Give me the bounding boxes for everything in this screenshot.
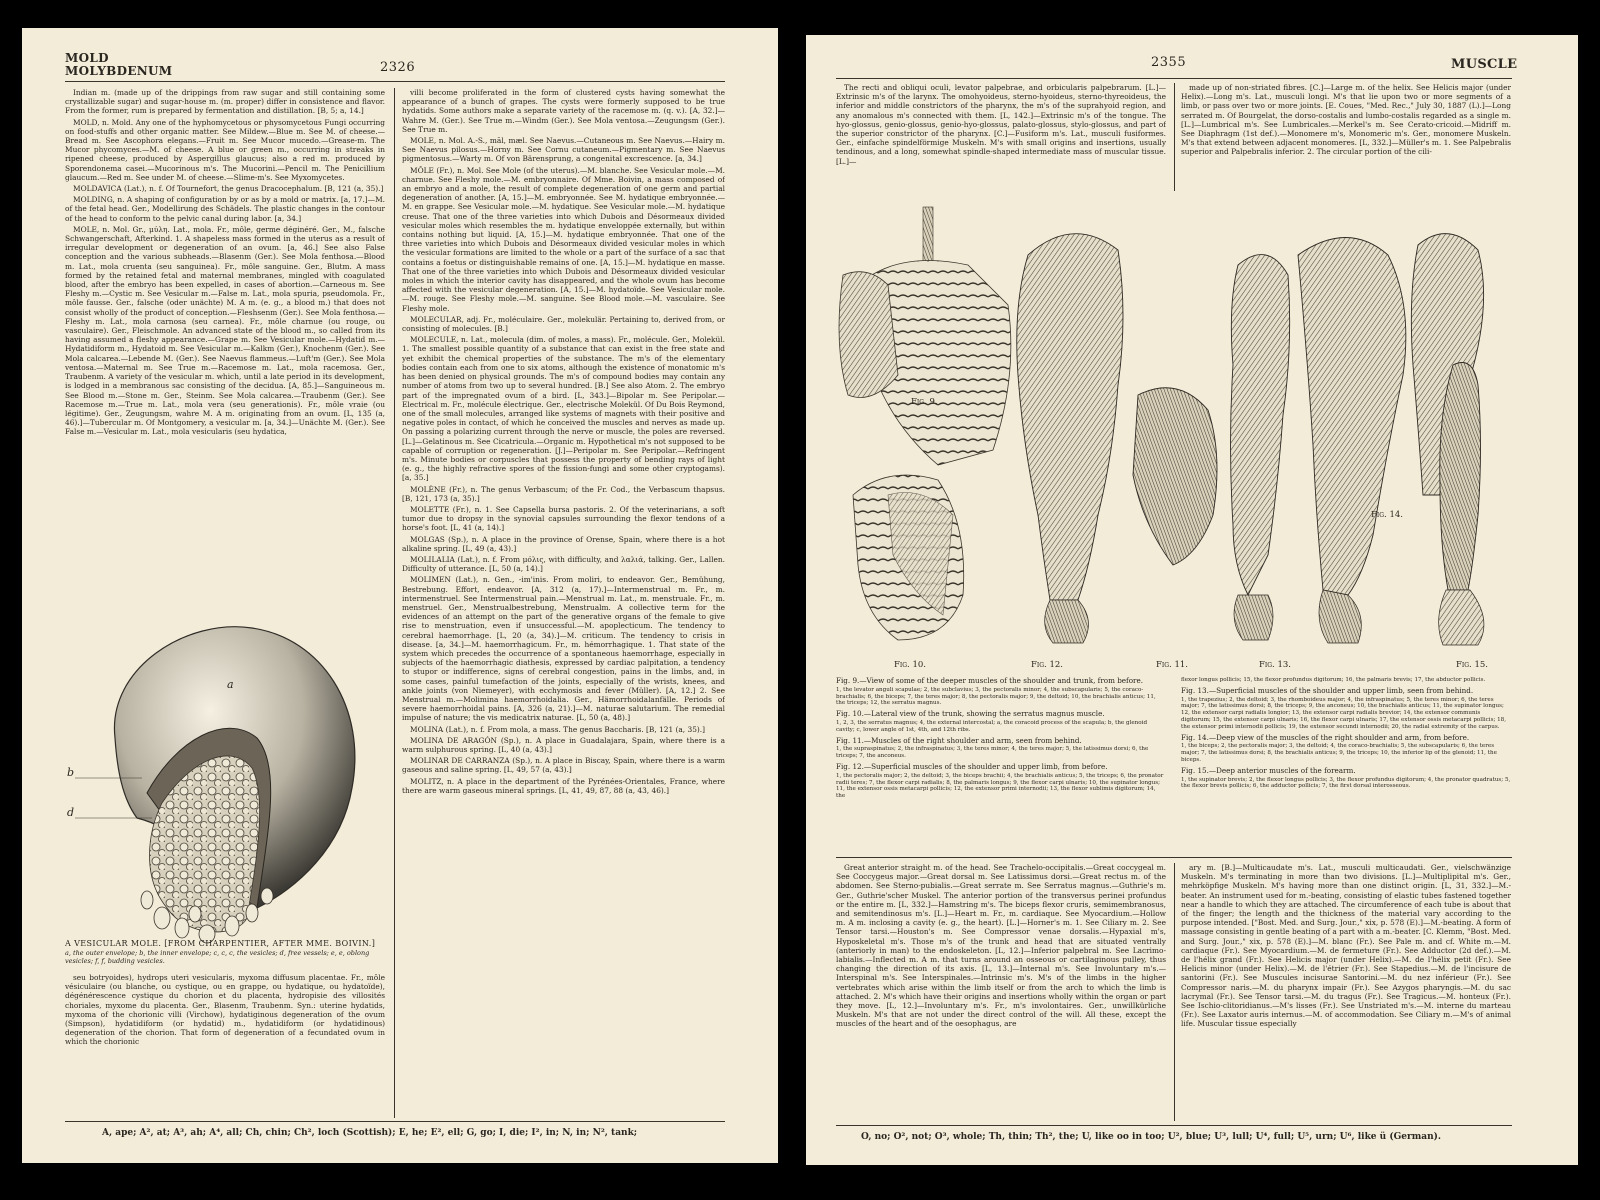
muscle-anatomy-plates — [828, 195, 1528, 647]
right-bottom-column-1 — [836, 863, 1166, 1121]
dictionary-entry: MOLE, n. Mol. Gr., μύλη. Lat., mola. Fr., môle, germe déginéré. Ger., M., falsche Schwangerschaft, Afterkind. 1. A shapeless mass formed in the uterus as a result of irregular development or degeneration of an ovum. [a, 46.] See also False conception and the various subheads.—Blasenm (Ger.). See Mola fenthosa.—Blood m. Lat., mola cruenta (seu sanguinea). Fr., môle sanguine. Ger., Blutm. A mass formed by the retained fetal and maternal membranes, mingled with coagulated blood, after the embryo has been expelled, in cases of abortion.—Carneous m. See Fleshy m.—Cystic m. See Vesicular m.—False m. Lat., mola spuria, pseudomola. Fr., môle fausse. Ger., falsche (oder unächte) M. A m. (e. g., a blood m.) that does not consist wholly of the product of conception.—Fleshsenm (Ger.). See Mola fenthosa.—Fleshy m. Lat., mola carnosa (seu carnea). Fr., môle charnue (ou rouge, ou vasculaire). Ger., Fleischmole. An advanced state of the blood m., so called from its having assumed a fleshy appearance.—Grape m. See Vesicular mole.—Hydatid m.—Hydatidiform m., Hydatoid m. See Vesicular m.—Kalkm (Ger.), Knochenm (Ger.). See Mola calcarea.—Lebende M. (Ger.). See Naevus flammeus.—Luft'm (Ger.). See Mola ventosa.—Maternal m. See True m.—Racemose m. Lat., mola racemosa. Ger., Traubenm. A variety of the vesicular m. which, until a late period in its development, is lodged in a membranous sac consisting of the decidua. [A, 85.]—Sanguineous m. See Blood m.—Stone m. Ger., Steinm. See Mola calcarea.—Traubenm (Ger.). See Racemose m.—True m. Lat., mola vera (seu generationis). Fr., môle vraie (ou légitime). Ger., Zeugungsm, wahre M. A m. originating from an ovum. [L, 135 (a, 46).]—Tubercular m. Of Montgomery, a vesicular m. [a, 34.]—Unächte M. (Ger.). See False m.—Vesicular m. Lat., mola vesicularis (seu hydatica, — [65, 224, 385, 437]
dictionary-entry: MÔLE (Fr.), n. Mol. See Mole (of the uterus).—M. blanche. See Vesicular mole.—M. charnue. See Fleshy mole.—M. embryonnaire. Of Mme. Boivin, a mass composed of an embryo and a mole, the result of complete degeneration of one germ and partial degeneration of another. [A, 15.]—M. embryonnée. See M. hydatique embryonnée.—M. en grappe. See Vesicular mole.—M. hydatique. See Vesicular mole.—M. hydatique creuse. That one of the three varieties into which Dubois and Désormeaux divided vesicular moles which resembles the m. hydatique enveloppée externally, but within contains nothing but liquid. [A, 15.]—M. hydatique embryonnée. That one of the three varieties into which Dubois and Désormeaux divided vesicular moles in which the vesicular formations are limited to the whole or a part of the surface of a sac that contains a foetus or distinguishable remains of one. [A, 15.]—M. hydatique en masse. That one of the three varieties into which Dubois and Désormeaux divided vesicular moles in which the interior cavity has disappeared, and the whole ovum has become affected with the vesicular degeneration. [A, 15.]—M. hydatoïde. See Vesicular mole.—M. rouge. See Fleshy mole.—M. sanguine. See Blood mole.—M. vasculaire. See Fleshy mole. — [402, 165, 725, 313]
dictionary-entry: MOLE, n. Mol. A.-S., māl, mæl. See Naevus.—Cutaneous m. See Naevus.—Hairy m. See Naevus pilosus.—Horny m. See Cornu cutaneum.—Pigmentary m. See Naevus pigmentosus.—Warty m. Of von Bärensprung, a congenital excrescence. [a, 34.] — [402, 136, 725, 164]
paragraph: made up of non-striated fibres. [C.]—Large m. of the helix. See Helicis major (under Helix).—Long m's. Lat., musculi longi. M's that lie upon two or more segments of a limb, or pass over two or more joints. [E. Coues, "Med. Rec.," July 30, 1887 (L).]—Long serrated m. Of Bourgelat, the dorso-costalis and lumbo-costalis regarded as a single m. [L.]—Lumbrical m's. See Lumbricales.—Merkel's m. See Cerato-cricoid.—Midriff m. See Diaphragm (1st def.).—Monomere m's, Monomeric m's. Ger., monomere Muskeln. M's that extend between adjacent monomeres. [L, 332.]—Müller's m. 1. See Palpebralis superior and Palpebralis inferior. 2. The circular portion of the cili- — [1181, 83, 1511, 157]
legend-detail: 1, the trapezius; 2, the deltoid; 3, the rhomboideus major; 4, the infraspinatus; 5, the teres minor; 6, the teres major; 7, the latissimus dorsi; 8, the triceps; 9, the anconeus; 10, the brachialis anticus; 11, the supinator longus; 12, the extensor carpi radialis longior; 13, the extensor carpi radialis brevior; 14, the extensor communis digitorum; 15, the extensor carpi ulnaris; 16, the flexor carpi ulnaris; 17, the extensor ossis metacarpi pollicis; 18, the extensor primi internodii pollicis; 19, the extensor secundi internodii; 20, the radial extremity of the carpus. — [1181, 696, 1507, 730]
dictionary-entry: Indian m. (made up of the drippings from raw sugar and still containing some crystallizable sugar) and sugar-house m. (m. proper) differ in consistence and flavor. From the former, rum is prepared by fermentation and distillation. [B, 5; a, 14.] — [65, 88, 385, 116]
figure-13-shoulder — [1298, 238, 1406, 644]
column-divider — [394, 88, 395, 1118]
dictionary-entry: MOLGAS (Sp.), n. A place in the province of Orense, Spain, where there is a hot alkaline spring. [L, 49 (a, 43).] — [402, 534, 725, 553]
legend-title: Fig. 14.—Deep view of the muscles of the right shoulder and arm, from before. — [1181, 732, 1470, 742]
section-rule — [836, 857, 1512, 858]
dictionary-entry: MOLILALIA (Lat.), n. f. From μόλις, with difficulty, and λαλιά, talking. Ger., Lallen. Difficulty of utterance. [L, 50 (a, 14).] — [402, 554, 725, 574]
left-column-1-top — [65, 88, 385, 613]
legend-detail: 1, 2, 3, the serratus magnus; 4, the external intercostal; a, the coracoid process of the scapula; b, the glenoid cavity; c, lower angle of 1st, 4th, and 12th ribs. — [836, 719, 1148, 733]
left-page — [22, 28, 778, 1163]
fig-13-label: Fig. 13. — [1259, 660, 1291, 670]
figure-letter-b: b — [67, 766, 75, 779]
legend-title: Fig. 13.—Superficial muscles of the shoulder and upper limb, seen from behind. — [1181, 685, 1474, 695]
dictionary-entry: MOLETTE (Fr.), n. 1. See Capsella bursa pastoris. 2. Of the veterinarians, a soft tumor due to dropsy in the synovial capsules surrounding the flexor tendons of a horse's foot. [L, 41 (a, 14).] — [402, 504, 725, 533]
dictionary-entry: MOLD, n. Mold. Any one of the hyphomycetous or physomycetous Fungi occurring on food-stuffs and other organic matter. See Mildew.—Blue m. See M. of cheese.—Bread m. See Ascophora elegans.—Fruit m. See Mucor mucedo.—Grease-m. The Mucor phycomyces.—M. of cheese. A blue or green m., occurring in streaks in ripened cheese, produced by Aspergillus glaucus; also a red m. produced by Sporendonema casei.—Mucorinous m's. The Mucorini.—Pencil m. The Penicillium glaucum.—Red m. See under M. of cheese.—Slime-m's. See Myxomycetes. — [65, 117, 385, 182]
running-head-bottom: MOLYBDENUM — [65, 64, 173, 78]
right-top-column-1 — [836, 83, 1166, 191]
paragraph: The recti and obliqui oculi, levator palpebrae, and orbicularis palpebrarum. [L.]—Extrinsic m's of the larynx. The omohyoideus, sterno-hyoideus, sterno-thyreoideus, the inferior and middle constrictors of the pharynx, the m's of the suprahyoid region, and any anomalous m's connected with them. [L, 142.]—Extrinsic m's of the tongue. The hyo-glossus, genio-glossus, genio-hyo-glossus, palato-glossus, stylo-glossus, and part of the superior constrictor of the pharynx. [C.]—Fusiform m's. Lat., musculi fusiformes. Ger., einfache spindelförmige Muskeln. M's with small origins and insertions, usually tendinous, and a long, somewhat spindle-shaped intermediate mass of muscular tissue. [L.]— — [836, 83, 1166, 166]
right-page — [806, 35, 1578, 1165]
footer-rule — [65, 1121, 725, 1122]
fig-10-label: Fig. 10. — [894, 660, 926, 670]
legend-detail: 1, the levator anguli scapulae; 2, the subclavius; 3, the pectoralis minor; 4, the subscapularis; 5, the coraco-brachialis; 6, the biceps; 7, the teres major; 8, the pectoralis major; 9, the deltoid; 10, the brachialis anticus; 11, the triceps; 12, the serratus magnus. — [836, 686, 1156, 707]
figure-caption — [65, 940, 385, 966]
fig-11-label: Fig. 11. — [1156, 660, 1188, 670]
paragraph: Great anterior straight m. of the head. See Trachelo-occipitalis.—Great coccygeal m. See Coccygeus major.—Great dorsal m. See Latissimus dorsi.—Great rectus m. of the abdomen. See Sterno-pubialis.—Great serrate m. See Serratus magnus.—Guthrie's m. Ger., Guthrie'scher Muskel. The anterior portion of the transversus perinei profundus or the entire m. [L, 332.]—Hamstring m's. The biceps flexor cruris, semimembranosus, and semitendinosus m's. [L.]—Heart m. Fr., m. cardiaque. See Myocardium.—Hollow m. A m. inclosing a cavity (e. g., the heart). [L.]—Horner's m. 1. See Ciliary m. 2. See Tensor tarsi.—Houston's m. See Compressor venae dorsalis.—Hypaxial m's, Hyposkeletal m's. Those m's of the trunk and head that are situated ventrally (anteriorly in man) to the endoskeleton. [L, 12.]—Inferior palpebral m. See Lacrimo-labialis.—Inflected m. A m. that turns around an osseous or cartilaginous pulley, thus changing the direction of its axis. [L, 13.]—Internal m's. See Involuntary m's.—Interspinal m's. See Interspinales.—Intrinsic m's. M's of the limbs in the higher vertebrates which arise within the limb itself or from the arch to which the limb is attached. 2. M's which have their origins and insertions wholly within the organ or part they move. [L, 12.]—Involuntary m's. Fr., m's involontaires. Ger., unwillkürliche Muskeln. M's that are not under the direct control of the will. All these, except the muscles of the heart and of the oesophagus, are — [836, 863, 1166, 1029]
legend-right — [1181, 677, 1511, 852]
fig-9-label: Fig. 9. — [911, 397, 938, 407]
dictionary-entry: MOLECULAR, adj. Fr., moléculaire. Ger., molekulär. Pertaining to, derived from, or consisting of molecules. [B.] — [402, 314, 725, 334]
dictionary-entry: MOLITZ, n. A place in the department of the Pyrénées-Orientales, France, where there are warm gaseous mineral springs. [L, 41, 49, 87, 88 (a, 43, 46).] — [402, 776, 725, 795]
dictionary-entry: MOLDING, n. A shaping of configuration by or as by a mold or matrix. [a, 17.]—M. of the fetal head. Ger., Modellirung des Schädels. The plastic changes in the contour of the head to conform to the pelvic canal during labor. [a, 34.] — [65, 195, 385, 223]
right-bottom-column-2 — [1181, 863, 1511, 1121]
header-rule — [65, 81, 725, 82]
figure-9-shoulder-trunk — [839, 207, 1011, 465]
dictionary-entry: MOLÈNE (Fr.), n. The genus Verbascum; of the Fr. Cod., the Verbascum thapsus. [B, 121, 173 (a, 35).] — [402, 484, 725, 503]
dictionary-entry: MOLECULE, n. Lat., molecula (dim. of moles, a mass). Fr., molécule. Ger., Molekül. 1. The smallest possible quantity of a substance that can exist in the free state and yet exhibit the chemical properties of the substance. The m's of the elementary bodies contain each from one to six atoms, although the existence of monatomic m's has been denied on physical grounds. The m's of compound bodies may contain any number of atoms from two up to several hundred. [B.] See also Atom. 2. The embryo part of the impregnated ovum of a bird. [L, 343.]—Bipolar m. See Peripolar.—Electrical m. Fr., molécule électrique. Ger., electrische Molekül. Of Du Bois Reymond, one of the small molecules, arranged like systems of magnets with their positive and negative poles in contact, of which he conceived the muscles and nerves as made up. On passing a polarizing current through the nerve or muscle, the poles are reversed. [L.]—Gelatinous m. See Cicatricula.—Organic m. Hypothetical m's not supposed to be capable of corruption or regeneration. [J.]—Peripolar m. See Peripolar.—Refringent m's. Minute bodies or corpuscles that possess the property of bending rays of light (e. g., the highly refractive spores of the fission-fungi and some other cryptogams). [a, 35.] — [402, 335, 725, 483]
footer-rule — [836, 1125, 1512, 1126]
pronunciation-key: A, ape; A², at; A³, ah; A⁴, all; Ch, chin; Ch², loch (Scottish); E, he; E², ell; G, go; I, die; I², in; N, in; N², tank; — [102, 1128, 638, 1138]
dictionary-entry: seu botryoides), hydrops uteri vesicularis, myxoma diffusum placentae. Fr., môle vésiculaire (ou blanche, ou cystique, ou en grappe, ou hydatique, ou hydatoïde), dégénérescence cystique du chorion et du placenta, hydropisie des villosités choriales, myxome du placenta. Ger., Blasenm, Traubenm. Syn.: uterine hydatids, myxoma of the chorionic villi (Virchow), hydatiginous degeneration of the ovum (Simpson), hydatidiform (or hydatid) m., hydatidiform (or hydatidinous) degeneration of the chorion. That form of degeneration of a fecundated ovum in which the chorionic — [65, 973, 385, 1047]
column-divider — [1174, 863, 1175, 1121]
legend-title: Fig. 12.—Superficial muscles of the shoulder and upper limb, from before. — [836, 761, 1108, 771]
pronunciation-key: O, no; O², not; O³, whole; Th, thin; Th², the; U, like oo in too; U², blue; U³, lull; U⁴, full; U⁵, urn; U⁶, like ü (German). — [861, 1132, 1442, 1142]
fig-14-label: Fig. 14. — [1371, 510, 1403, 520]
dictionary-entry: MOLINAR DE CARRANZA (Sp.), n. A place in Biscay, Spain, where there is a warm gaseous and saline spring. [L, 49, 57 (a, 43).] — [402, 756, 725, 775]
dictionary-entry: MOLINA DE ARAGÓN (Sp.), n. A place in Guadalajara, Spain, where there is a warm sulphurous spring. [L, 40 (a, 43).] — [402, 735, 725, 755]
dictionary-entry: MOLINA (Lat.), n. f. From mola, a mass. The genus Baccharis. [B, 121 (a, 35).] — [410, 724, 706, 734]
legend-left — [836, 677, 1166, 852]
column-divider — [1174, 83, 1175, 191]
legend-detail: 1, the biceps; 2, the pectoralis major; 3, the deltoid; 4, the coraco-brachialis; 5, the subscapularis; 6, the teres major; 7, the latissimus dorsi; 8, the brachialis anticus; 9, the triceps; 10, the inferior lip of the glenoid; 11, the biceps. — [1181, 743, 1497, 763]
running-head-top: MOLD — [65, 51, 109, 65]
legend-detail: 1, the supinator brevis; 2, the flexor longus pollicis; 3, the flexor profundus digitorum; 4, the pronator quadratus; 5, the flexor brevis pollicis; 6, the adductor pollicis; 7, the first dorsal interosseous. — [1181, 776, 1511, 790]
page-number: 2355 — [1151, 55, 1187, 70]
fig-12-label: Fig. 12. — [1031, 660, 1063, 670]
left-column-2 — [402, 88, 725, 1118]
paragraph: ary m. [B.]—Multicaudate m's. Lat., musculi multicaudati. Ger., vielschwänzige Muskeln. M's terminating in more than two divisions. [L.]—Multiplipital m's. Ger., mehrköpfige Muskeln. M's having more than one distinct origin. [L, 31, 332.]—M.-beater. An instrument used for m.-beating, consisting of elastic tubes fastened together near a handle to which they are attached. The circumference of each tube is about that of the finger; the length and the thickness of the material vary according to the purpose intended. ["Bost. Med. and Surg. Jour.," xix, p. 578 (E).]—M.-beating. A form of massage consisting in gentle beating of a part with a m.-beater. [C. Klemm, "Bost. Med. and Surg. Jour.," xix, p. 578 (E).]—M. blanc (Fr.). See Pale m. and cf. White m.—M. cardiaque (Fr.). See Myocardium.—M. de fermeture (Fr.). See Adductor (2d def.).—M. de l'hélix grand (Fr.). See Helicis major (under Helix).—M. de l'hélix petit (Fr.). See Helicis minor (under Helix).—M. de l'étrier (Fr.). See Stapedius.—M. de l'incisure de santorini (Fr.). See Muscules incisurae Santorini.—M. du nez inférieur (Fr.). See Compressor naris.—M. du pharynx impair (Fr.). See Azygos pharyngis.—M. du sac lacrymal (Fr.). See Tensor tarsi.—M. du tragus (Fr.). See Tragicus.—M. honteux (Fr.). See Ischio-clitoridianus.—M's lisses (Fr.). See Unstriated m's.—M. interne du marteau (Fr.). See Laxator auris internus.—M. of accommodation. See Ciliary m.—M's of animal life. Muscular tissue especially — [1181, 863, 1511, 1029]
figure-10-lateral-trunk — [853, 475, 964, 640]
dictionary-entry: MOLIMEN (Lat.), n. Gen., -im'inis. From moliri, to endeavor. Ger., Bemühung, Bestrebung. Effort, endeavor. [A, 312 (a, 17).]—Intermenstrual m. Fr., m. intermenstruel. See Intermenstrual pain.—Menstrual m. Lat., m. menstruale. Fr., m. menstruel. Ger., Menstrualbestrebung, Menstrualm. A collective term for the evidences of an attempt on the part of the generative organs of the female to give rise to menstruation, even if unsuccessful.—M. apoplecticum. The tendency to cerebral haemorrhage. [L, 20 (a, 34).]—M. criticum. The tendency to crisis in disease. [a, 34.]—M. haemorrhagicum. Fr., m. hémorrhagique. 1. That state of the system which precedes the occurrence of a spontaneous haemorrhage, especially in subjects of the haemorrhagic diathesis, expressed by cardiac palpitation, a tendency to stupor or indifference, signs of cerebral congestion, pains in the limbs, and, in some cases, painful tumefaction of the joints, especially of the wrists, knees, and ankle joints (von Niemeyer), with ecchymosis and fever (Müller). [A, 12.] 2. See Menstrual m.—Molimina haemorrhoidalia. Ger., Hämorrhoidalanfälle. Periods of severe haemorrhoidal pains. [A, 326 (a, 21).]—M. naturae salutarium. The remedial impulse of nature; the vis medicatrix naturae. [L, 50 (a, 48).] — [402, 575, 725, 723]
figure-15-forearm — [1439, 363, 1484, 646]
legend-detail: flexor longus pollicis; 15, the flexor profundus digitorum; 16, the palmaris brevis; 17, the abductor pollicis. — [1181, 677, 1486, 683]
vesicular-mole-figure — [67, 618, 387, 948]
dictionary-entry: villi become proliferated in the form of clustered cysts having somewhat the appearance of a bunch of grapes. The cysts were formerly supposed to be true hydatids. Some authors make a separate variety of the racemose m. (q. v.). [A, 32.]—Wahre M. (Ger.). See True m.—Windm (Ger.). See Mola ventosa.—Zeugungsm (Ger.). See True m. — [402, 88, 725, 134]
fig-15-label: Fig. 15. — [1456, 660, 1488, 670]
dictionary-entry: MOLDAVICA (Lat.), n. f. Of Tournefort, the genus Dracocephalum. [B, 121 (a, 35).] — [73, 184, 384, 194]
page-number: 2326 — [380, 60, 416, 75]
right-top-column-2 — [1181, 83, 1511, 191]
figure-12-arm-front — [1017, 234, 1123, 643]
legend-detail: 1, the supraspinatus; 2, the infraspinatus; 3, the teres minor; 4, the teres major; 5, the latissimus dorsi; 6, the triceps; 7, the anconeus. — [836, 746, 1149, 760]
figure-caption-title: A VESICULAR MOLE. [FROM CHARPENTIER, AFTER MME. BOIVIN.] — [65, 939, 376, 948]
figure-caption-legend: a, the outer envelope; b, the inner envelope; c, c, c, the vesicles; d, free vessels; e, e, oblong vesicles; f, f, budding vesicles. — [65, 948, 370, 965]
running-head: MUSCLE — [1451, 57, 1518, 72]
legend-title: Fig. 11.—Muscles of the right shoulder and arm, seen from behind. — [836, 735, 1082, 745]
left-column-1-bottom — [65, 973, 385, 1116]
figure-letter-d: d — [67, 806, 75, 819]
legend-title: Fig. 15.—Deep anterior muscles of the forearm. — [1181, 765, 1356, 775]
legend-detail: 1, the pectoralis major; 2, the deltoid; 3, the biceps brachii; 4, the brachialis anticus; 5, the triceps; 6, the pronator radii teres; 7, the flexor carpi radialis; 8, the palmaris longus; 9, the flexor carpi ulnaris; 10, the supinator longus; 11, the extensor ossis metacarpi pollicis; 12, the extensor primi internodii; 13, the flexor sublimis digitorum; 14, the — [836, 772, 1164, 800]
figure-13-arm-behind — [1231, 255, 1290, 640]
figure-11-shoulder-behind — [1133, 388, 1217, 565]
header-rule — [836, 78, 1512, 79]
figure-letter-a: a — [227, 678, 234, 691]
legend-title: Fig. 9.—View of some of the deeper muscles of the shoulder and trunk, from before. — [836, 677, 1144, 685]
legend-title: Fig. 10.—Lateral view of the trunk, showing the serratus magnus muscle. — [836, 709, 1105, 719]
